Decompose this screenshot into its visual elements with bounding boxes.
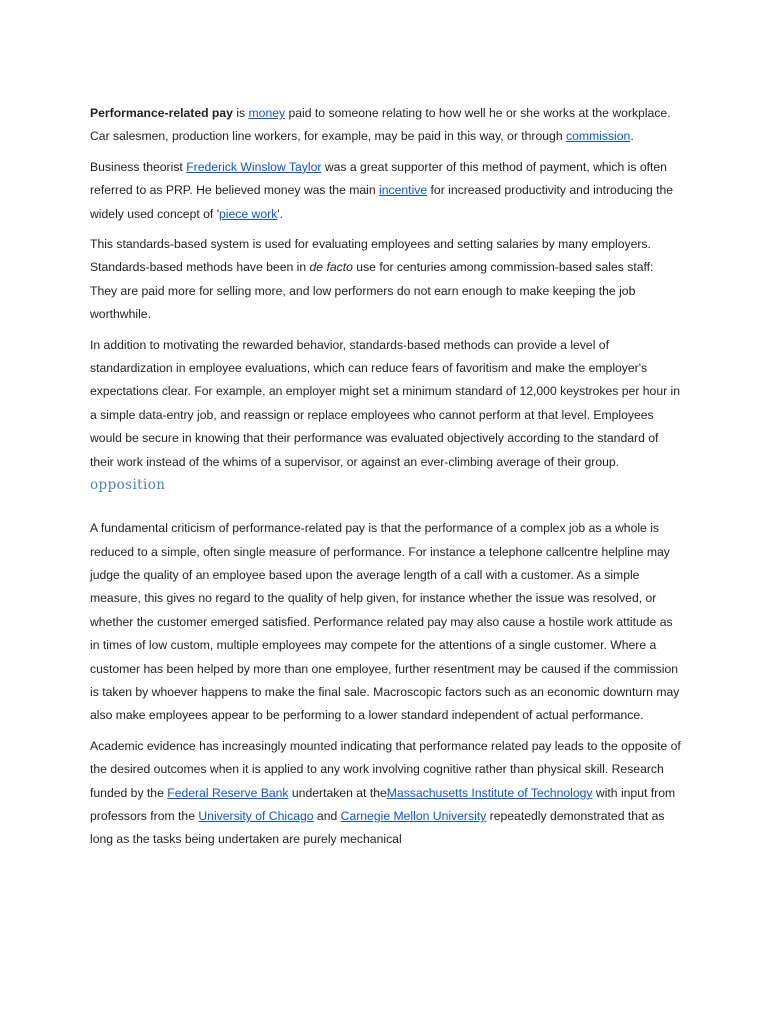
term-performance-related-pay: Performance-related pay bbox=[90, 106, 233, 120]
text-span: for increased productivity and introducing the widely used concept of ' bbox=[90, 183, 674, 221]
paragraph-criticism bbox=[90, 517, 682, 728]
paragraph-taylor bbox=[90, 156, 682, 226]
text-span: with input from professors from the bbox=[90, 785, 676, 823]
text-span: was a great supporter of this method of payment, which is often referred to as PRP. He believed money was the main bbox=[90, 159, 667, 198]
text-span: A fundamental criticism of performance-related pay is that the performance of a complex job as a whole is reduced to a simple, often single measure of performance. For instance a telephone callcentre helpline may judge the quality of an employee based upon the average length of a call with a customer. As a simple measure, this gives no regard to the quality of help given, for instance whether the issue was resolved, or whether the customer emerged satisfied. Performance related pay may also cause a hostile work attitude as in times of low custom, multiple employees may compete for the attentions of a single customer. Where a customer has been helped by more than one employee, further resentment may be caused if the commission is taken by whoever happens to make the final sale. Macroscopic factors such as an economic downturn may also make employees appear to be performing to a lower standard independent of actual performance. bbox=[90, 521, 680, 723]
text-span: repeatedly demonstrated that as long as the tasks being undertaken are purely mechanical bbox=[90, 808, 665, 847]
link-university-of-chicago[interactable]: University of Chicago bbox=[198, 808, 314, 823]
link-piece-work[interactable]: piece work bbox=[219, 206, 278, 221]
italic-de-facto: de facto bbox=[309, 260, 353, 275]
text-span: In addition to motivating the rewarded behavior, standards-based methods can provide a level of standardization in employee evaluations, which can reduce fears of favoritism and make the employer's expectations clear. For example, an employer might set a minimum standard of 12,000 keystrokes per hour in a simple data-entry job, and reassign or replace employees who cannot perform at that level. Employees would be secure in knowing that their performance was evaluated objectively according to the standard of their work instead of the whims of a supervisor, or against an ever-climbing average of their group. bbox=[90, 337, 681, 469]
paragraph-standards-based bbox=[90, 233, 682, 327]
link-incentive[interactable]: incentive bbox=[379, 183, 428, 198]
text-span: '. bbox=[277, 206, 284, 221]
text-span: use for centuries among commission-based sales staff: They are paid more for selling more, and low performers do not earn enough to make keeping the job worthwhile. bbox=[90, 260, 654, 322]
link-mit[interactable]: Massachusetts Institute of Technology bbox=[386, 785, 593, 800]
link-commission[interactable]: commission bbox=[565, 129, 631, 144]
document-page bbox=[90, 102, 682, 859]
link-federal-reserve-bank[interactable]: Federal Reserve Bank bbox=[167, 785, 289, 800]
paragraph-motivation bbox=[90, 334, 682, 474]
text-span: Academic evidence has increasingly mounted indicating that performance related pay leads to the opposite of the desired outcomes when it is applied to any work involving cognitive rather than physical skill. Research funded by the bbox=[90, 738, 681, 800]
text-span: is bbox=[232, 106, 249, 120]
text-span: . bbox=[630, 129, 634, 144]
text-span: and bbox=[313, 808, 341, 823]
paragraph-intro bbox=[90, 102, 682, 149]
text-span: paid to someone relating to how well he or she works at the workplace. Car salesmen, production line workers, for example, may be paid in this way, or through bbox=[90, 106, 671, 144]
link-carnegie-mellon-university[interactable]: Carnegie Mellon University bbox=[340, 808, 487, 823]
link-frederick-winslow-taylor[interactable]: Frederick Winslow Taylor bbox=[186, 159, 322, 174]
paragraph-academic-evidence bbox=[90, 735, 682, 852]
text-span: This standards-based system is used for evaluating employees and setting salaries by many employers. Standards-based methods have been in bbox=[90, 237, 651, 275]
text-span: undertaken at the bbox=[288, 785, 387, 800]
link-money[interactable]: money bbox=[248, 106, 286, 120]
text-span: Business theorist bbox=[90, 159, 187, 174]
heading-opposition: opposition bbox=[90, 477, 166, 494]
